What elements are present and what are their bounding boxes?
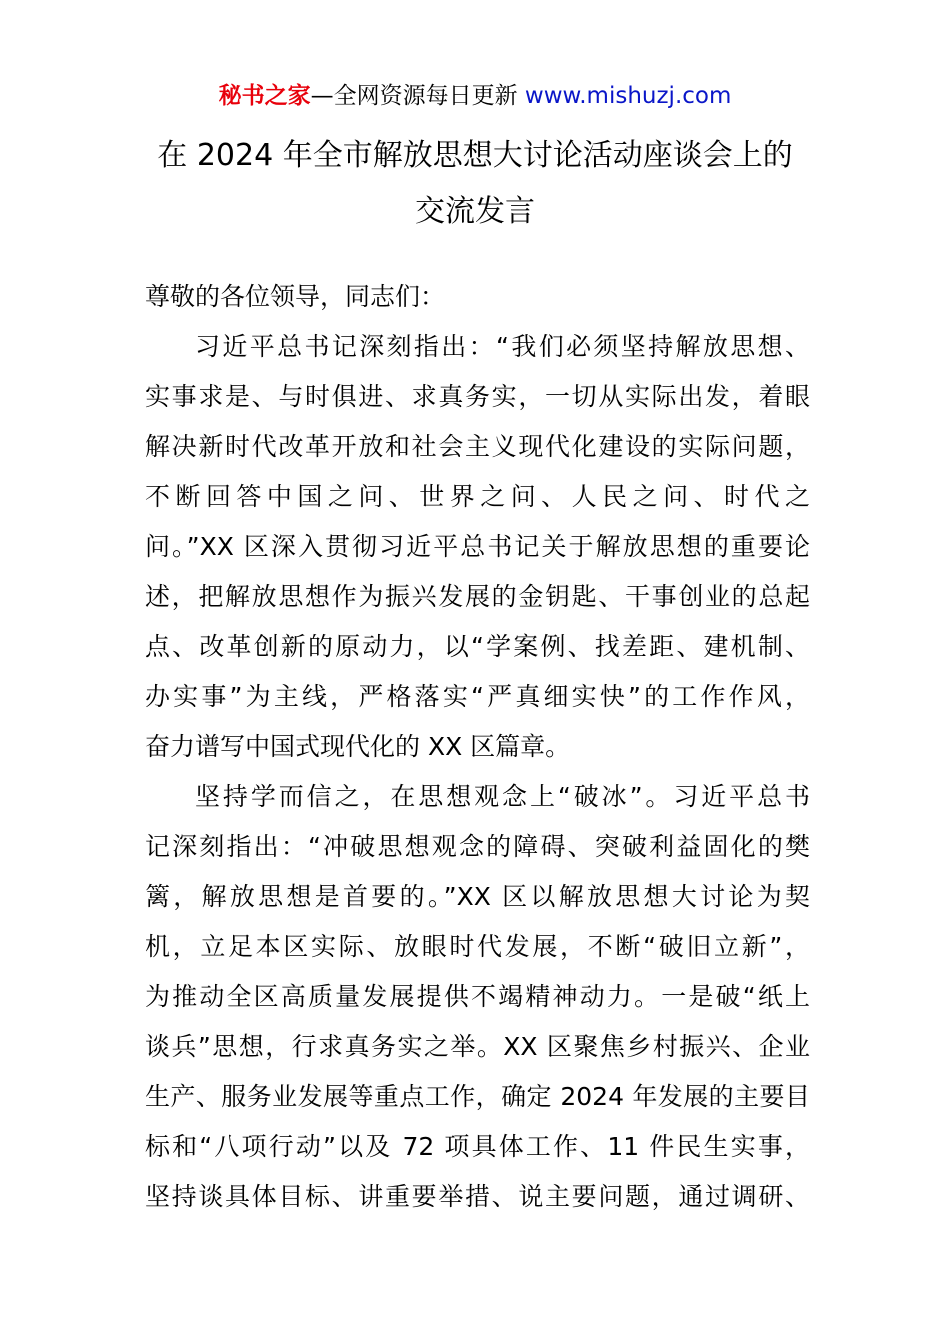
paragraph-line: 实事求是、与时俱进、求真务实，一切从实际出发，着眼 (145, 382, 810, 411)
site-url-link[interactable]: www.mishuzj.com (524, 83, 732, 109)
paragraph-line: 坚持学而信之，在思想观念上“破冰”。习近平总书 (195, 782, 810, 811)
paragraph-line: 点、改革创新的原动力，以“学案例、找差距、建机制、 (145, 632, 810, 661)
paragraph-line: 解决新时代改革开放和社会主义现代化建设的实际问题， (145, 432, 810, 461)
paragraph-line: 标和“八项行动”以及 72 项具体工作、11 件民生实事， (145, 1132, 810, 1161)
document-title (60, 128, 890, 240)
paragraph-line: 篱，解放思想是首要的。”XX 区以解放思想大讨论为契 (145, 882, 810, 911)
document-body (145, 276, 810, 1226)
paragraph-line: 机，立足本区实际、放眼时代发展，不断“破旧立新”， (145, 932, 810, 961)
title-line: 交流发言 (415, 194, 535, 229)
paragraph-line: 记深刻指出：“冲破思想观念的障碍、突破利益固化的樊 (145, 832, 810, 861)
paragraph-line: 不断回答中国之问、世界之问、人民之问、时代之 (145, 482, 810, 511)
site-tagline: —全网资源每日更新 (310, 83, 525, 109)
paragraph-line: 办实事”为主线，严格落实“严真细实快”的工作作风， (145, 682, 810, 711)
paragraph-line: 谈兵”思想，行求真务实之举。XX 区聚焦乡村振兴、企业 (145, 1032, 810, 1061)
paragraph-line: 述，把解放思想作为振兴发展的金钥匙、干事创业的总起 (145, 582, 810, 611)
paragraph-line: 生产、服务业发展等重点工作，确定 2024 年发展的主要目 (145, 1082, 810, 1111)
site-header (0, 80, 950, 112)
paragraph-line: 坚持谈具体目标、讲重要举措、说主要问题，通过调研、 (145, 1182, 810, 1211)
paragraph-line: 奋力谱写中国式现代化的 XX 区篇章。 (145, 732, 571, 761)
paragraph-line: 习近平总书记深刻指出：“我们必须坚持解放思想、 (195, 332, 810, 361)
paragraph-line: 为推动全区高质量发展提供不竭精神动力。一是破“纸上 (145, 982, 810, 1011)
salutation: 尊敬的各位领导，同志们： (145, 282, 446, 311)
site-brand: 秘书之家 (218, 83, 311, 109)
title-line: 在 2024 年全市解放思想大讨论活动座谈会上的 (157, 138, 793, 173)
paragraph-line: 问。”XX 区深入贯彻习近平总书记关于解放思想的重要论 (145, 532, 810, 561)
